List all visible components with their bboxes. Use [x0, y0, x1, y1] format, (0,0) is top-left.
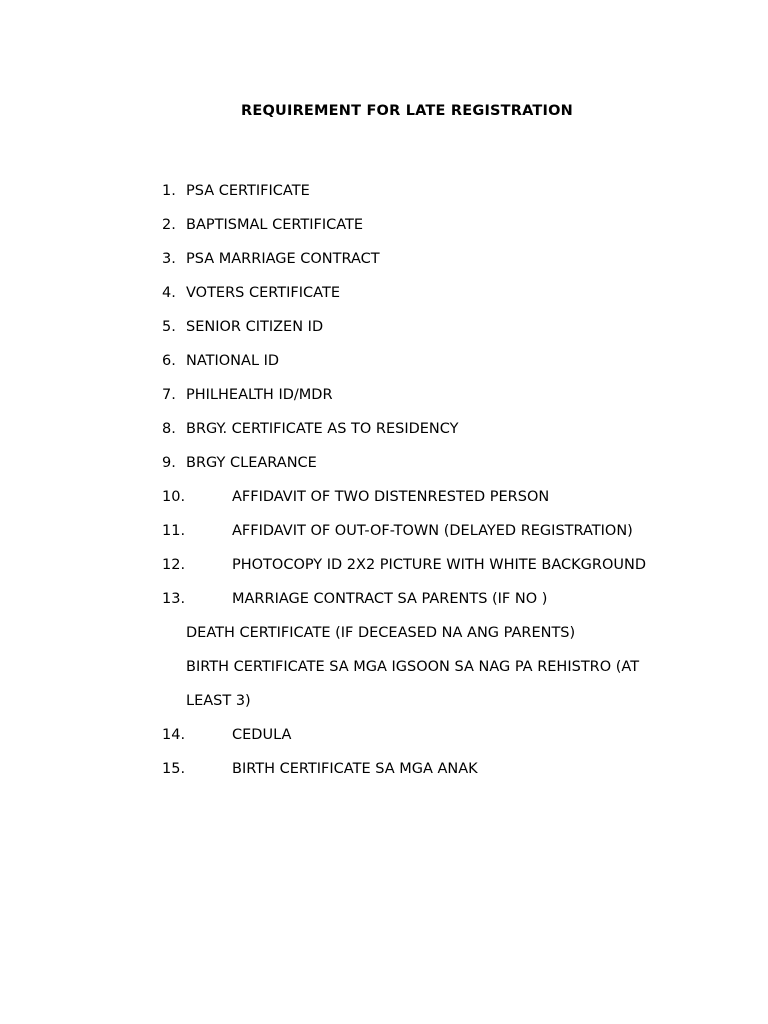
item-text: MARRIAGE CONTRACT SA PARENTS (IF NO )	[232, 591, 548, 607]
item-number: 10.	[162, 489, 186, 505]
item-text: CEDULA	[232, 727, 292, 743]
item-number: 13.	[162, 591, 186, 607]
item-number: 2.	[162, 217, 176, 233]
list-item	[162, 487, 702, 521]
list-item	[162, 385, 702, 419]
item-number: 6.	[162, 353, 176, 369]
item-number: 5.	[162, 319, 176, 335]
item-number: 9.	[162, 455, 176, 471]
item-number: 1.	[162, 183, 176, 199]
item-text: PSA CERTIFICATE	[186, 183, 310, 199]
list-item-continuation	[162, 691, 702, 725]
list-item-continuation	[162, 657, 702, 691]
item-text: SENIOR CITIZEN ID	[186, 319, 324, 335]
list-item	[162, 215, 702, 249]
list-item	[162, 521, 702, 555]
item-text: BRGY CLEARANCE	[186, 455, 317, 471]
item-text: PHOTOCOPY ID 2X2 PICTURE WITH WHITE BACKGROUND	[232, 557, 646, 573]
list-item	[162, 555, 702, 589]
list-item	[162, 759, 702, 793]
item-text: BIRTH CERTIFICATE SA MGA ANAK	[232, 761, 478, 777]
item-text: PHILHEALTH ID/MDR	[186, 387, 333, 403]
list-item	[162, 725, 702, 759]
list-item	[162, 351, 702, 385]
list-item	[162, 589, 702, 623]
item-text: VOTERS CERTIFICATE	[186, 285, 340, 301]
list-item	[162, 181, 702, 215]
item-text: LEAST 3)	[186, 693, 251, 709]
item-text: AFFIDAVIT OF TWO DISTENRESTED PERSON	[232, 489, 550, 505]
list-item	[162, 249, 702, 283]
list-item-continuation	[162, 623, 702, 657]
item-text: BRGY. CERTIFICATE AS TO RESIDENCY	[186, 421, 459, 437]
list-item	[162, 453, 702, 487]
item-text: BAPTISMAL CERTIFICATE	[186, 217, 364, 233]
item-number: 11.	[162, 523, 186, 539]
item-text: AFFIDAVIT OF OUT-OF-TOWN (DELAYED REGISTRATION)	[232, 523, 633, 539]
document-title: REQUIREMENT FOR LATE REGISTRATION	[241, 103, 573, 119]
item-text: BIRTH CERTIFICATE SA MGA IGSOON SA NAG PA REHISTRO (AT	[186, 659, 640, 675]
item-text: NATIONAL ID	[186, 353, 280, 369]
list-item	[162, 317, 702, 351]
item-number: 8.	[162, 421, 176, 437]
item-number: 7.	[162, 387, 176, 403]
requirements-list	[162, 181, 702, 793]
item-text: PSA MARRIAGE CONTRACT	[186, 251, 380, 267]
item-number: 14.	[162, 727, 186, 743]
list-item	[162, 283, 702, 317]
item-number: 15.	[162, 761, 186, 777]
item-number: 4.	[162, 285, 176, 301]
list-item	[162, 419, 702, 453]
item-number: 12.	[162, 557, 186, 573]
item-text: DEATH CERTIFICATE (IF DECEASED NA ANG PARENTS)	[186, 625, 576, 641]
item-number: 3.	[162, 251, 176, 267]
